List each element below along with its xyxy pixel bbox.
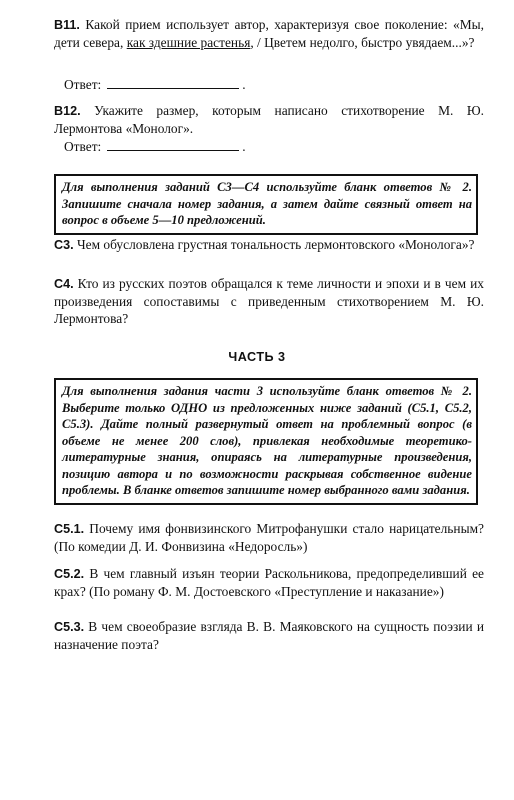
question-text: Кто из русских поэтов обращался к теме личности и эпохи и в чем их произведения сопоставимы с приведенным стихотворением М. Ю. Лермонтова? (54, 276, 484, 326)
question-text-end: , / Цветем недолго, быстро увядаем...»? (250, 35, 475, 50)
question-code: С3. (54, 238, 74, 252)
instruction-box-c3-c4 (54, 174, 478, 235)
question-text: Укажите размер, которым написано стихотворение М. Ю. Лермонтова «Монолог». (54, 103, 484, 136)
question-text: Какой прием использует автор, характеризуя свое поколение: «Мы, дети севера, (54, 17, 484, 50)
question-c5-2 (54, 565, 484, 600)
instruction-box-part3 (54, 378, 478, 505)
question-c5-1 (54, 520, 484, 555)
answer-row-b11 (64, 76, 494, 93)
section-title: ЧАСТЬ 3 (228, 350, 286, 364)
answer-end: . (242, 139, 246, 154)
question-code: B11. (54, 18, 80, 32)
question-c5-3 (54, 618, 484, 653)
answer-line (107, 139, 239, 151)
question-code: B12. (54, 104, 81, 118)
question-c3 (54, 236, 484, 254)
answer-row-b12 (64, 138, 494, 155)
question-text: В чем главный изъян теории Раскольникова, предопределивший ее крах? (По роману Ф. М. Достоевского «Преступление и наказание») (54, 566, 484, 599)
answer-end: . (242, 77, 246, 92)
question-text: Чем обусловлена грустная тональность лермонтовского «Монолога»? (76, 237, 475, 252)
question-code: С5.3. (54, 620, 85, 634)
question-c4 (54, 275, 484, 327)
question-b12 (54, 102, 484, 137)
question-text: В чем своеобразие взгляда В. В. Маяковского на сущность поэзии и назначение поэта? (54, 619, 484, 652)
answer-line (107, 77, 239, 89)
question-b11 (54, 16, 484, 51)
question-code: С5.1. (54, 522, 85, 536)
question-text: Почему имя фонвизинского Митрофанушки стало нарицательным? (По комедии Д. И. Фонвизина «Недоросль») (54, 521, 484, 554)
question-code: С5.2. (54, 567, 85, 581)
instruction-text: Для выполнения задания части 3 используйте бланк ответов № 2. Выберите только ОДНО из предложенных ниже заданий (С5.1, С5.2, С5.3). Дайте полный развернутый ответ на проблемный вопрос (в объеме не менее 200 слов), привлекая необходимые теоретико-литературные знания, опираясь на литературные произведения, позицию автора и по возможности раскрывая собственное видение проблемы. В бланке ответов запишите номер выбранного вами задания. (62, 384, 472, 497)
question-code: С4. (54, 277, 74, 291)
quoted-phrase: как здешние растенья (126, 35, 251, 50)
answer-label: Ответ: (64, 139, 102, 154)
instruction-text: Для выполнения заданий С3—С4 используйте бланк ответов № 2. Запишите сначала номер задания, а затем дайте связный ответ на вопрос в объеме 5—10 предложений. (62, 180, 472, 227)
answer-label: Ответ: (64, 77, 102, 92)
